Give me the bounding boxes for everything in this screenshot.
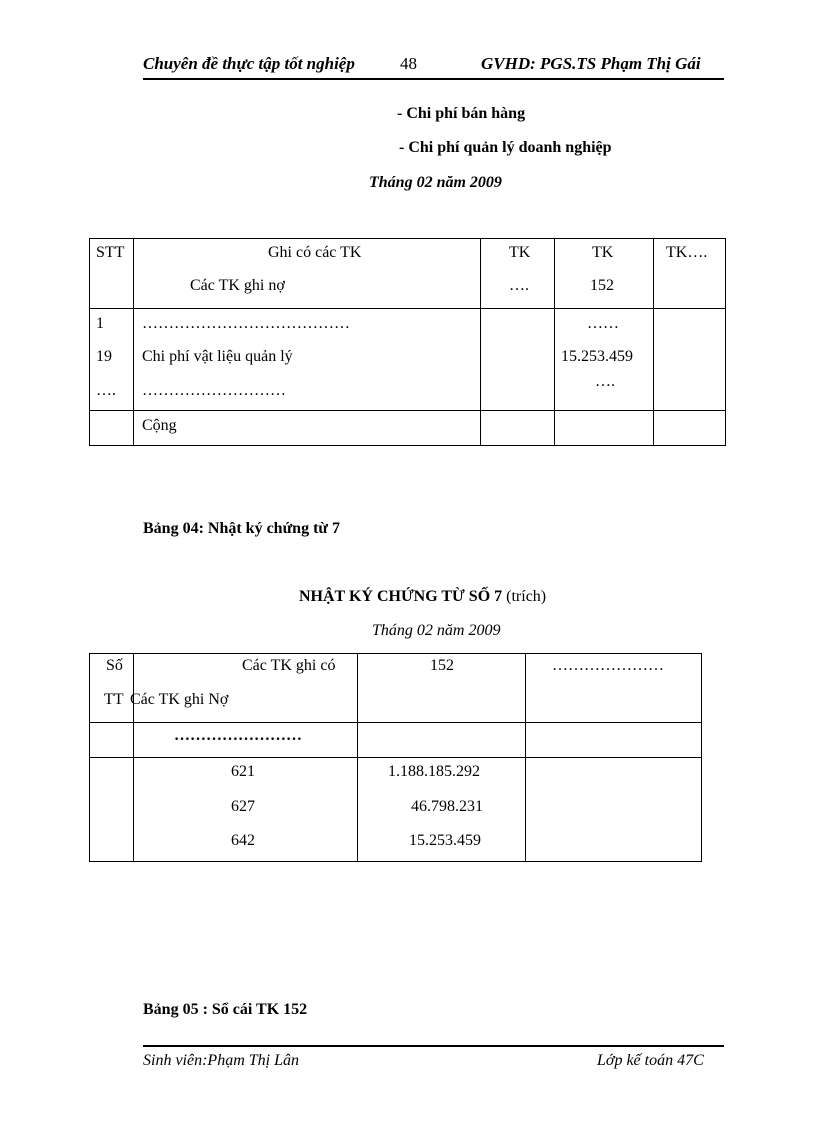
intro-month: Tháng 02 năm 2009 [369,174,502,191]
account-header-cell [134,239,481,309]
journal-data-more-cell [526,758,702,862]
header-rule [143,78,724,80]
journal-dots-row [90,723,702,758]
account-material-admin: Chi phí vật liệu quản lý [142,348,293,365]
journal-credit-label: Các TK ghi có [242,657,336,674]
debit-accounts-label: Các TK ghi nợ [190,277,285,294]
footer-rule [143,1045,724,1047]
journal-value-621: 1.188.185.292 [388,763,480,780]
table-caption-04: Bảng 04: Nhật ký chứng từ 7 [143,520,341,537]
tk-more-label: TK…. [666,244,708,261]
journal-month: Tháng 02 năm 2009 [372,622,501,639]
journal-152-header-cell [358,654,526,723]
stt-header: STT [96,244,125,261]
journal-stt-header-cell [90,654,134,723]
journal-title-suffix: (trích) [506,588,547,605]
journal-dots-152-cell [358,723,526,758]
header-title: Chuyên đề thực tập tốt nghiệp [143,54,355,73]
table-total-row [90,411,726,446]
account-dots-1: ………………………………… [142,315,350,332]
footer-student: Sinh viên:Phạm Thị Lân [143,1052,299,1069]
journal-table [89,653,702,862]
tk-152-header-cell [555,239,654,309]
value-dots-1: …… [587,315,619,332]
journal-more-header-cell [526,654,702,723]
journal-account-621: 621 [231,763,255,780]
total-tk-a-cell [481,411,555,446]
journal-title [299,588,546,606]
header-page-number: 48 [400,54,417,73]
journal-account-627: 627 [231,798,255,815]
journal-value-627: 46.798.231 [411,798,483,815]
journal-dots: …………………… [174,727,302,744]
journal-dots-stt-cell [90,723,134,758]
journal-header-row [90,654,702,723]
stt-cell [90,309,134,411]
value-dots-2: …. [595,373,615,390]
tk-more-header-cell [654,239,726,309]
credit-accounts-label: Ghi có các TK [268,244,362,261]
total-stt-cell [90,411,134,446]
journal-values-cell [358,758,526,862]
stt-19: 19 [96,348,112,365]
table-caption-05: Bảng 05 : Sổ cái TK 152 [143,1001,308,1018]
journal-more-label: ………………… [552,657,664,674]
tk-152-label: TK [592,244,614,261]
tk-152-cell [555,309,654,411]
tk-a-header-cell [481,239,555,309]
tk-a-cell [481,309,555,411]
table-row [90,309,726,411]
total-tk-152-cell [555,411,654,446]
footer-class: Lớp kế toán 47C [597,1052,704,1069]
expense-allocation-table [89,238,726,446]
total-tk-more-cell [654,411,726,446]
journal-value-642: 15.253.459 [409,832,481,849]
stt-more: …. [96,382,116,399]
total-label-cell [134,411,481,446]
account-dots-2: ……………………… [142,382,286,399]
journal-dots-account-cell [134,723,358,758]
table-header-row [90,239,726,309]
value-material-admin: 15.253.459 [561,348,633,365]
stt-1: 1 [96,315,104,332]
journal-data-stt-cell [90,758,134,862]
tk-152-number: 152 [590,277,614,294]
account-cell [134,309,481,411]
intro-selling-expense: - Chi phí bán hàng [397,105,526,122]
journal-account-header-cell [130,654,358,723]
tk-more-cell [654,309,726,411]
journal-title-main: NHẬT KÝ CHỨNG TỪ SỐ 7 [299,588,503,605]
tk-a-label: TK [509,244,531,261]
total-label: Cộng [142,417,177,434]
journal-account-642: 642 [231,832,255,849]
journal-accounts-cell [134,758,358,862]
intro-admin-expense: - Chi phí quản lý doanh nghiệp [399,139,612,156]
journal-tt-label: TT [104,691,124,708]
journal-152-label: 152 [430,657,454,674]
stt-header-cell [90,239,134,309]
header-advisor: GVHD: PGS.TS Phạm Thị Gái [481,54,701,73]
journal-debit-label: Các TK ghi Nợ [130,691,229,708]
tk-a-number: …. [509,277,529,294]
journal-so-label: Số [106,657,123,674]
journal-data-row [90,758,702,862]
journal-dots-more-cell [526,723,702,758]
